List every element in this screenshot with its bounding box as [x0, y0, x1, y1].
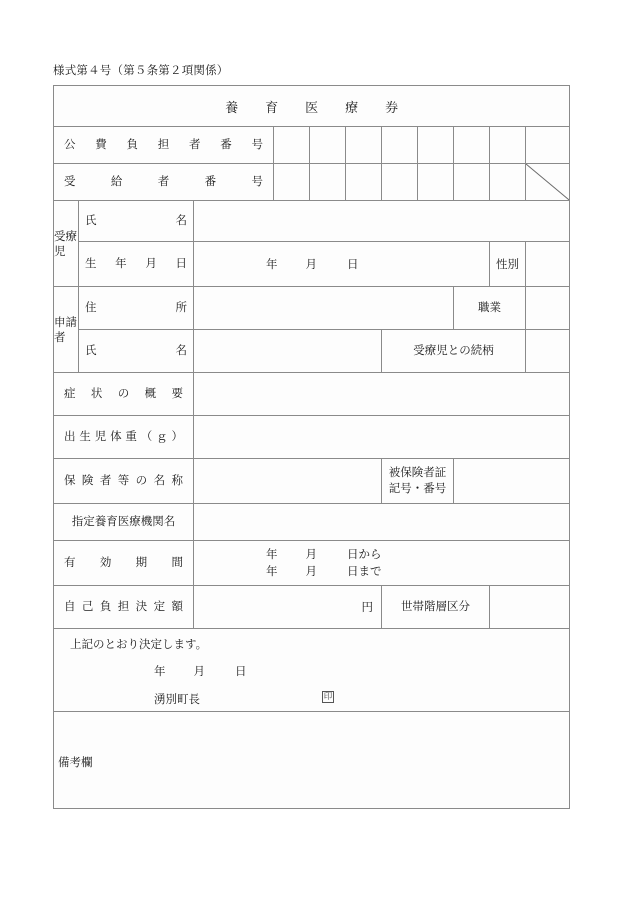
- birth-weight-row: [54, 416, 570, 459]
- insurance-card-label-line1: 被保険者証: [388, 465, 447, 480]
- public-expense-number-row: [54, 127, 570, 164]
- insurer-name-label: 保 険 者 等 の 名 称: [64, 473, 183, 488]
- institution-label-cell: [54, 504, 194, 541]
- form-table-container: [53, 85, 569, 809]
- child-gender-label-cell: [490, 242, 526, 287]
- applicant-address-row: [54, 287, 570, 330]
- child-name-row: [54, 201, 570, 242]
- applicant-occupation-label-cell: [454, 287, 526, 330]
- validity-from-year: 年: [266, 547, 278, 562]
- recipient-box-1[interactable]: [274, 164, 310, 201]
- insurer-name-label-cell: [54, 459, 194, 504]
- validity-to-day: 日まで: [347, 564, 382, 578]
- public-expense-box-6[interactable]: [454, 127, 490, 164]
- child-birth-year: 年: [266, 256, 278, 271]
- decision-cell: [54, 629, 570, 712]
- remarks-row: [54, 712, 570, 809]
- title-row: [54, 86, 570, 127]
- recipient-box-3[interactable]: [346, 164, 382, 201]
- public-expense-box-1[interactable]: [274, 127, 310, 164]
- public-expense-number-label: 公 費 負 担 者 番 号: [64, 137, 263, 152]
- applicant-name-label: 氏 名: [85, 343, 187, 358]
- validity-from-day: 日から: [347, 547, 382, 562]
- recipient-box-6[interactable]: [454, 164, 490, 201]
- recipient-box-7[interactable]: [490, 164, 526, 201]
- household-bracket-label-cell: [382, 586, 490, 629]
- recipient-box-2[interactable]: [310, 164, 346, 201]
- validity-to-year: 年: [266, 564, 278, 578]
- insurer-name-value[interactable]: [194, 459, 382, 504]
- recipient-box-4[interactable]: [382, 164, 418, 201]
- decision-month: 月: [193, 664, 205, 678]
- ikuryo-form-table: [53, 85, 570, 809]
- child-birth-day: 日: [347, 256, 359, 271]
- applicant-occupation-label: 職業: [478, 300, 501, 315]
- child-birthdate-value[interactable]: [194, 242, 490, 287]
- applicant-group-label-cell: [54, 287, 79, 373]
- validity-to-month: 月: [305, 564, 317, 578]
- form-title-cell: [54, 86, 570, 127]
- applicant-address-label-cell: [79, 287, 194, 330]
- applicant-relation-value[interactable]: [526, 330, 570, 373]
- child-birthdate-row: [54, 242, 570, 287]
- child-birthdate-label: 生 年 月 日: [85, 256, 187, 271]
- recipient-box-5[interactable]: [418, 164, 454, 201]
- seal-icon: 印: [323, 692, 333, 702]
- decision-statement: 上記のとおり決定します。: [70, 637, 208, 651]
- child-group-label: [54, 201, 78, 286]
- child-gender-label: [490, 242, 525, 286]
- birth-weight-value[interactable]: [194, 416, 570, 459]
- public-expense-box-4[interactable]: [382, 127, 418, 164]
- validity-value[interactable]: [194, 541, 570, 586]
- symptoms-label-cell: [54, 373, 194, 416]
- child-birthdate-date-line: [194, 256, 489, 273]
- birth-weight-label: 出 生 児 体 重 （ ｇ ）: [64, 429, 183, 444]
- child-name-label: 氏 名: [85, 213, 187, 228]
- validity-label: 有 効 期 間: [64, 555, 183, 570]
- applicant-group-label-text: 申請者: [54, 315, 77, 344]
- symptoms-row: [54, 373, 570, 416]
- copayment-value-cell[interactable]: [194, 586, 382, 629]
- recipient-box-8-slashed[interactable]: [526, 164, 570, 201]
- recipient-number-label: 受 給 者 番 号: [64, 174, 263, 189]
- applicant-name-row: [54, 330, 570, 373]
- insurer-row: [54, 459, 570, 504]
- child-group-label-text: 受療児: [54, 229, 77, 258]
- applicant-occupation-value[interactable]: [526, 287, 570, 330]
- decision-row: [54, 629, 570, 712]
- validity-to-line: [194, 563, 569, 580]
- child-birthdate-label-cell: [79, 242, 194, 287]
- decision-year: 年: [154, 664, 166, 678]
- remarks-label: 備考欄: [58, 754, 93, 769]
- validity-from-month: 月: [305, 547, 317, 562]
- validity-period-row: [54, 541, 570, 586]
- decision-day: 日: [235, 664, 247, 678]
- decision-date-line: [154, 663, 247, 679]
- public-expense-box-3[interactable]: [346, 127, 382, 164]
- applicant-group-label: [54, 287, 78, 372]
- applicant-name-value[interactable]: [194, 330, 382, 373]
- insurance-card-label-line2: 記号・番号: [388, 481, 447, 495]
- symptoms-label: 症 状 の 概 要: [64, 386, 183, 401]
- validity-label-cell: [54, 541, 194, 586]
- validity-from-line: [194, 546, 569, 563]
- recipient-number-row: [54, 164, 570, 201]
- public-expense-box-7[interactable]: [490, 127, 526, 164]
- public-expense-box-2[interactable]: [310, 127, 346, 164]
- public-expense-number-label-cell: [54, 127, 274, 164]
- institution-row: [54, 504, 570, 541]
- applicant-relation-label-cell: [382, 330, 526, 373]
- child-gender-label-text: 性別: [496, 256, 519, 271]
- institution-label: 指定養育医療機関名: [71, 514, 176, 529]
- applicant-relation-label: 受療児との続柄: [413, 343, 494, 358]
- recipient-number-label-cell: [54, 164, 274, 201]
- child-group-label-cell: [54, 201, 79, 287]
- household-bracket-label: 世帯階層区分: [401, 599, 470, 614]
- form-number-label: 様式第４号（第５条第２項関係）: [53, 63, 229, 77]
- remarks-cell[interactable]: [54, 712, 570, 809]
- applicant-address-label: 住 所: [85, 300, 187, 315]
- child-birth-month: 月: [305, 256, 317, 271]
- diagonal-slash-icon: [526, 164, 569, 200]
- symptoms-value[interactable]: [194, 373, 570, 416]
- copayment-unit: 円: [361, 600, 373, 614]
- institution-value[interactable]: [194, 504, 570, 541]
- child-name-value[interactable]: [194, 201, 570, 242]
- insurance-card-label-cell: [382, 459, 454, 504]
- insurance-card-value[interactable]: [454, 459, 570, 504]
- public-expense-box-5[interactable]: [418, 127, 454, 164]
- issuing-authority: 湧別町長: [154, 692, 200, 706]
- birth-weight-label-cell: [54, 416, 194, 459]
- child-gender-value[interactable]: [526, 242, 570, 287]
- applicant-name-label-cell: [79, 330, 194, 373]
- form-title: 養 育 医 療 券: [225, 100, 406, 116]
- copayment-row: [54, 586, 570, 629]
- child-name-label-cell: [79, 201, 194, 242]
- applicant-address-value[interactable]: [194, 287, 454, 330]
- public-expense-box-8[interactable]: [526, 127, 570, 164]
- copayment-label-cell: [54, 586, 194, 629]
- household-bracket-value[interactable]: [490, 586, 570, 629]
- copayment-label: 自 己 負 担 決 定 額: [64, 599, 183, 614]
